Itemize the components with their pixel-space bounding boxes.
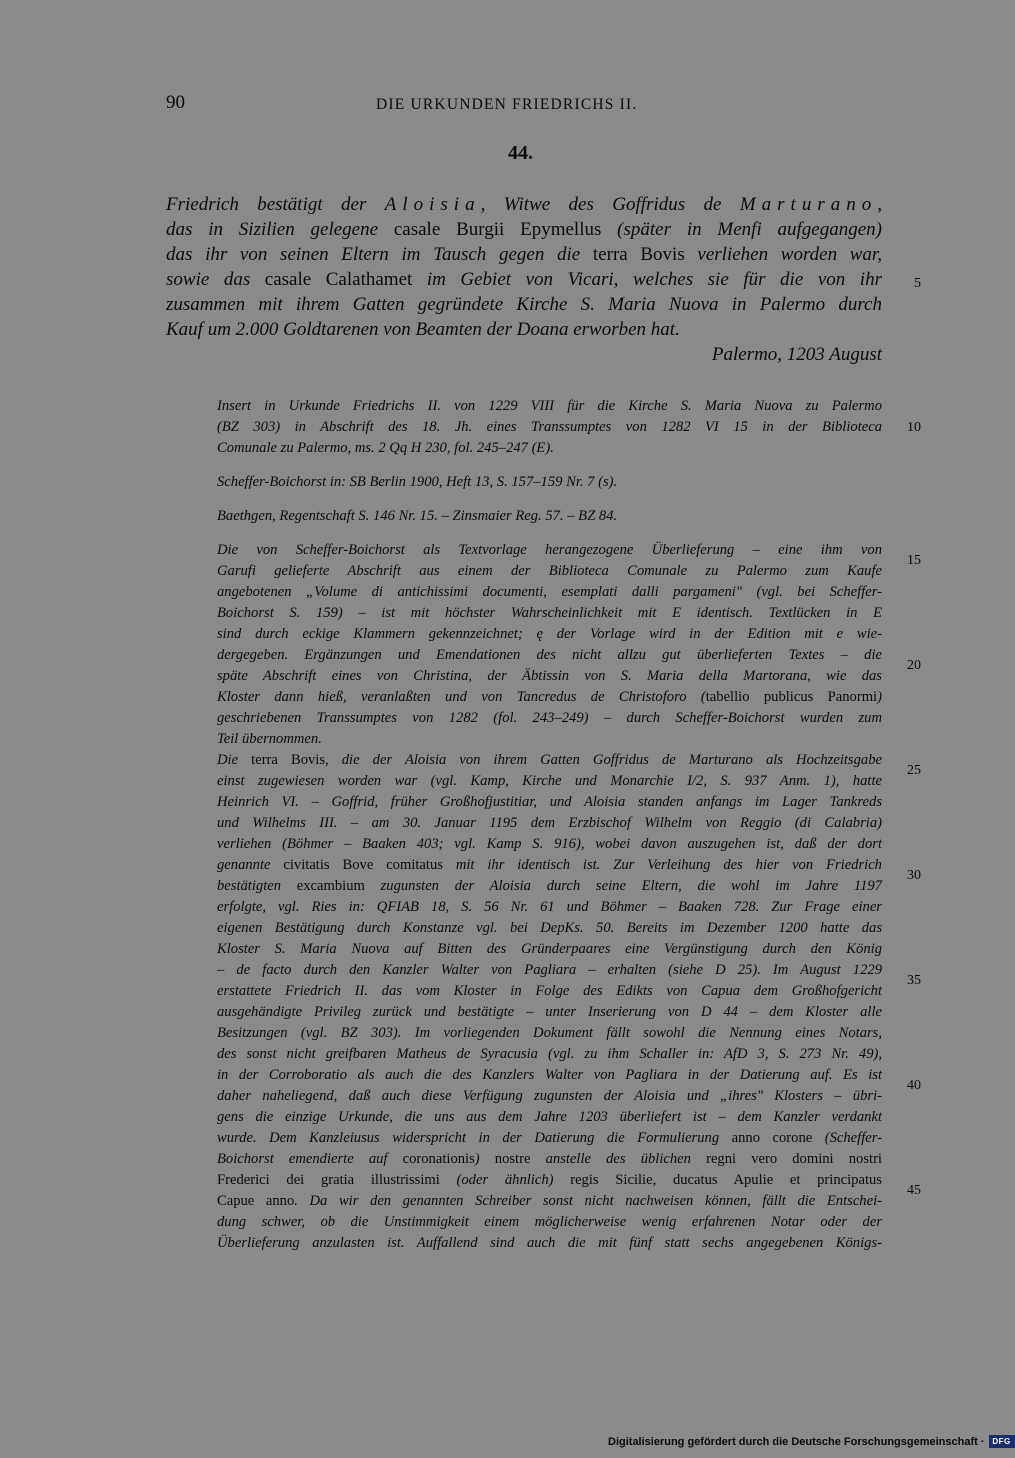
- apparatus-line: (BZ 303) in Abschrift des 18. Jh. eines Transsumptes von 1282 VI 15 in der Biblioteca: [217, 419, 882, 435]
- apparatus-line: angebotenen „Volume di antichissimi documenti, esemplati dalli pargameni" (vgl. bei Scheffer-: [217, 584, 882, 600]
- spaced-name: Aloisia: [384, 194, 481, 215]
- page-number: 90: [166, 92, 185, 113]
- apparatus: [217, 396, 882, 1254]
- apparatus-line: dung schwer, ob die Unstimmigkeit einem möglicherweise wenig erfahrenen Notar oder der: [217, 1214, 882, 1230]
- apparatus-line: Capue anno. Da wir den genannten Schreiber sonst nicht nachweisen können, fällt die Entschei-: [217, 1193, 882, 1209]
- apparatus-line: Baethgen, Regentschaft S. 146 Nr. 15. – Zinsmaier Reg. 57. – BZ 84.: [217, 508, 618, 524]
- apparatus-line: erfolgte, vgl. Ries in: QFIAB 18, S. 56 Nr. 61 und Böhmer – Baaken 728. Zur Frage einer: [217, 899, 882, 915]
- line-number: 15: [907, 553, 921, 568]
- apparatus-line: und Wilhelms III. – am 30. Januar 1195 dem Erzbischof Wilhelm von Reggio (di Calabria): [217, 815, 882, 831]
- apparatus-line: gens die einzige Urkunde, die uns aus dem Jahre 1203 überliefert ist – dem Kanzler verdankt: [217, 1109, 882, 1125]
- footer-credit: [608, 1435, 1015, 1448]
- document-number: 44.: [508, 142, 533, 164]
- apparatus-line: Teil übernommen.: [217, 731, 322, 747]
- regest-line: zusammen mit ihrem Gatten gegründete Kirche S. Maria Nuova in Palermo durch: [166, 294, 882, 315]
- apparatus-line: verliehen (Böhmer – Baaken 403; vgl. Kamp S. 916), wobei davon auszugehen ist, daß der dort: [217, 836, 882, 852]
- regest-line: sowie das casale Calathamet im Gebiet von Vicari, welches sie für die von ihr: [166, 269, 882, 290]
- regest-line: Friedrich bestätigt der Aloisia, Witwe des Goffridus de Marturano,: [166, 194, 882, 215]
- line-number: 30: [907, 868, 921, 883]
- apparatus-line: bestätigten excambium zugunsten der Aloisia durch seine Eltern, die wohl im Jahre 1197: [217, 878, 882, 894]
- running-head: DIE URKUNDEN FRIEDRICHS II.: [376, 96, 638, 113]
- apparatus-line: Garufi gelieferte Abschrift aus einem der Biblioteca Comunale zu Palermo zum Kaufe: [217, 563, 882, 579]
- apparatus-line: Insert in Urkunde Friedrichs II. von 1229 VIII für die Kirche S. Maria Nuova zu Palermo: [217, 398, 882, 414]
- apparatus-line: geschriebenen Transsumptes von 1282 (fol. 243–249) – durch Scheffer-Boichorst wurden zum: [217, 710, 882, 726]
- apparatus-line: – de facto durch den Kanzler Walter von Pagliara – erhalten (siehe D 25). Im August 1229: [217, 962, 882, 978]
- apparatus-line: Heinrich VI. – Goffrid, früher Großhofjustitiar, und Aloisia standen anfangs im Lager Tankreds: [217, 794, 882, 810]
- apparatus-line: sind durch eckige Klammern gekennzeichnet; ę der Vorlage wird in der Edition mit e wie-: [217, 626, 882, 642]
- apparatus-line: Scheffer-Boichorst in: SB Berlin 1900, Heft 13, S. 157–159 Nr. 7 (s).: [217, 474, 618, 490]
- line-number: 35: [907, 973, 921, 988]
- spaced-name: Marturano: [739, 194, 878, 215]
- apparatus-line: ausgehändigte Privileg zurück und bestätigte – unter Inserierung von D 44 – dem Kloster alle: [217, 1004, 882, 1020]
- footer-text: Digitalisierung gefördert durch die Deutsche Forschungsgemeinschaft ·: [608, 1435, 985, 1448]
- apparatus-line: Überlieferung anzulasten ist. Auffallend sind auch die mit fünf statt sechs angegebenen Königs-: [217, 1235, 882, 1251]
- line-number: 40: [907, 1078, 921, 1093]
- apparatus-line: Die terra Bovis, die der Aloisia von ihrem Gatten Goffridus de Marturano als Hochzeitsgabe: [217, 752, 882, 768]
- apparatus-line: Die von Scheffer-Boichorst als Textvorlage herangezogene Überlieferung – eine ihm von: [217, 542, 882, 558]
- line-number: 10: [907, 420, 921, 435]
- apparatus-line: Kloster dann hieß, veranlaßten und von Tancredus de Christoforo (tabellio publicus Panormi): [217, 689, 882, 705]
- regest: [166, 192, 882, 367]
- apparatus-line: daher naheliegend, daß auch diese Verfügung zugunsten der Aloisia und „ihres" Klosters – übri-: [217, 1088, 882, 1104]
- apparatus-line: Besitzungen (vgl. BZ 303). Im vorliegenden Dokument fällt sowohl die Nennung eines Notars,: [217, 1025, 882, 1041]
- apparatus-line: genannte civitatis Bove comitatus mit ihr identisch ist. Zur Verleihung des hier von Friedrich: [217, 857, 882, 873]
- apparatus-line: in der Corroboratio als auch die des Kanzlers Walter von Pagliara in der Datierung auf. Es ist: [217, 1067, 882, 1083]
- apparatus-line: wurde. Dem Kanzleiusus widerspricht in der Datierung die Formulierung anno corone (Scheffer-: [217, 1130, 882, 1146]
- regest-line: das ihr von seinen Eltern im Tausch gegen die terra Bovis verliehen worden war,: [166, 244, 882, 265]
- apparatus-line: späte Abschrift eines von Christina, der Äbtissin von S. Maria della Martorana, wie das: [217, 668, 882, 684]
- apparatus-line: des sonst nicht greifbaren Matheus de Syracusia (vgl. zu ihm Schaller in: AfD 3, S. 273 Nr. 49),: [217, 1046, 882, 1062]
- line-number: 45: [907, 1183, 921, 1198]
- apparatus-line: Comunale zu Palermo, ms. 2 Qq H 230, fol. 245–247 (E).: [217, 440, 554, 456]
- apparatus-line: eigenen Bestätigung durch Konstanze vgl. bei DepKs. 50. Bereits im Dezember 1200 hatte das: [217, 920, 882, 936]
- line-number: 20: [907, 658, 921, 673]
- apparatus-line: Boichorst emendierte auf coronationis) nostre anstelle des üblichen regni vero domini nostri: [217, 1151, 882, 1167]
- line-number: 5: [914, 276, 921, 291]
- apparatus-line: dergegeben. Ergänzungen und Emendationen des nicht allzu gut überlieferten Textes – die: [217, 647, 882, 663]
- apparatus-line: Frederici dei gratia illustrissimi (oder ähnlich) regis Sicilie, ducatus Apulie et principatus: [217, 1172, 882, 1188]
- regest-line: das in Sizilien gelegene casale Burgii Epymellus (später in Menfi aufgegangen): [166, 219, 882, 240]
- place-date: Palermo, 1203 August: [711, 344, 882, 365]
- apparatus-line: Boichorst S. 159) – ist mit höchster Wahrscheinlichkeit mit E identisch. Textlücken in E: [217, 605, 882, 621]
- dfg-logo-icon: DFG: [989, 1435, 1015, 1448]
- apparatus-line: Kloster S. Maria Nuova auf Bitten des Gründerpaares eine Vergünstigung durch den König: [217, 941, 882, 957]
- regest-line: Kauf um 2.000 Goldtarenen von Beamten der Doana erworben hat.: [166, 319, 680, 340]
- apparatus-line: einst zugewiesen worden war (vgl. Kamp, Kirche und Monarchie I/2, S. 937 Anm. 1), hatte: [217, 773, 882, 789]
- line-number: 25: [907, 763, 921, 778]
- apparatus-line: erstattete Friedrich II. das vom Kloster in Folge des Edikts von Capua dem Großhofgericht: [217, 983, 882, 999]
